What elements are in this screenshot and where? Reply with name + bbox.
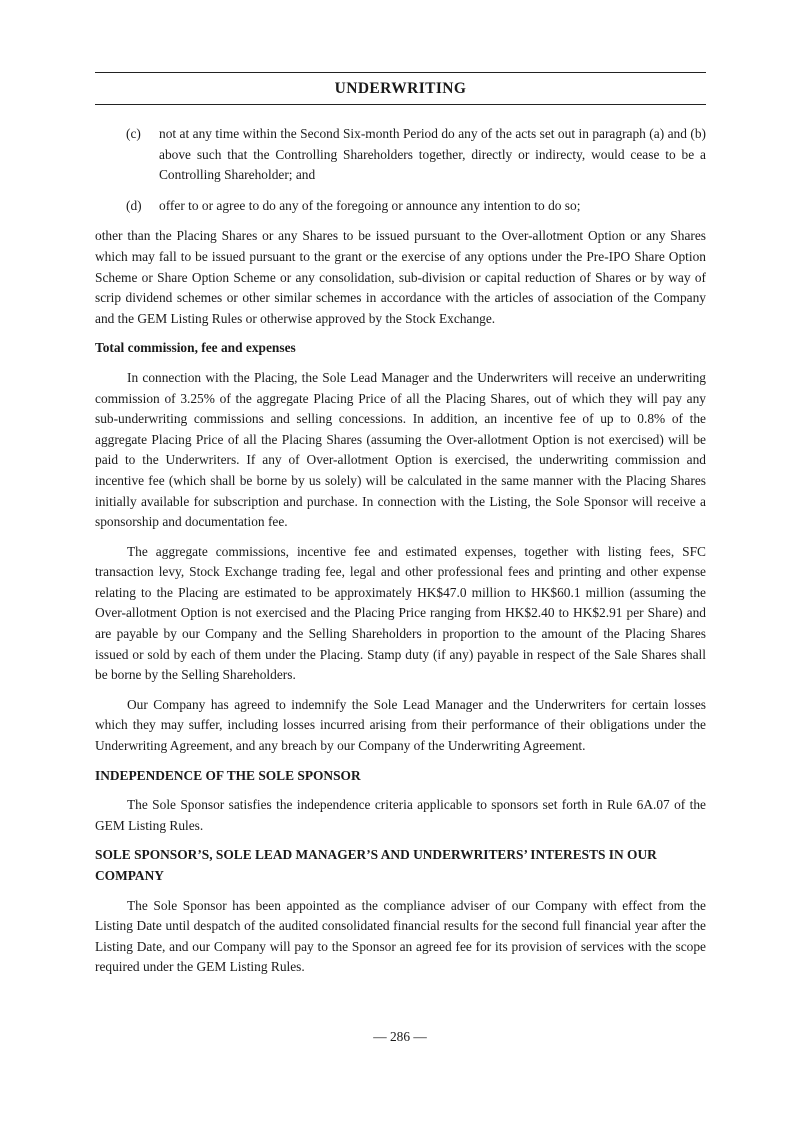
page-heading: UNDERWRITING [334, 80, 467, 97]
page-number: — 286 — [373, 1029, 427, 1044]
section-heading-interests: SOLE SPONSOR’S, SOLE LEAD MANAGER’S AND UNDERWRITERS’ INTERESTS IN OUR COMPANY [95, 847, 657, 883]
paragraph-independence: The Sole Sponsor satisfies the independence criteria applicable to sponsors set forth in Rule 6A.07 of the GEM Listing Rules. [95, 797, 706, 833]
list-item-label: (c) [126, 126, 141, 141]
section-heading-commission: Total commission, fee and expenses [95, 340, 296, 356]
section-heading-independence: INDEPENDENCE OF THE SOLE SPONSOR [95, 767, 361, 783]
paragraph-other-than: other than the Placing Shares or any Shares to be issued pursuant to the Over-allotment Option or any Shares which may fall to be issued pursuant to the grant or the exercise of any options under the Pre-IPO Share Option Scheme or Share Option Scheme or any consolidation, sub-division or capital reduction of Shares or by way of scrip dividend schemes or other similar schemes in accordance with the articles of association of the Company and the GEM Listing Rules or otherwise approved by the Stock Exchange. [95, 228, 706, 326]
list-item-d [95, 196, 706, 217]
header-top-rule [95, 72, 706, 73]
list-item-text: not at any time within the Second Six-month Period do any of the acts set out in paragraph (a) and (b) above such that the Controlling Shareholders together, directly or indirecty, would cease to be a Controlling Shareholder; and [159, 126, 706, 183]
paragraph-commission-2: The aggregate commissions, incentive fee and estimated expenses, together with listing fees, SFC transaction levy, Stock Exchange trading fee, legal and other professional fees and printing and other expense relating to the Placing are estimated to be approximately HK$47.0 million to HK$60.1 million (assuming the Over-allotment Option is not exercised and the Placing Price ranging from HK$2.40 to HK$2.91 per Share) and are payable by our Company and the Selling Shareholders in proportion to the amount of the Placing Shares issued or sold by each of them under the Placing. Stamp duty (if any) payable in respect of the Sale Shares shall be borne by the Selling Shareholders. [95, 543, 706, 683]
paragraph-commission-1: In connection with the Placing, the Sole Lead Manager and the Underwriters will receive an underwriting commission of 3.25% of the aggregate Placing Price of all the Placing Shares, out of which they will pay any sub-underwriting commissions and selling concessions. In addition, an incentive fee of up to 0.8% of the aggregate Placing Price of all the Placing Shares (assuming the Over-allotment Option is not exercised) will be paid to the Underwriters. If any of Over-allotment Option is exercised, the underwriting commission and incentive fee (which shall be borne by us solely) will be calculated in the same manner with the Placing Shares initially available for subscription and purchase. In connection with the Listing, the Sole Sponsor will receive a sponsorship and documentation fee. [95, 369, 706, 530]
paragraph-interests: The Sole Sponsor has been appointed as the compliance adviser of our Company with effect from the Listing Date until despatch of the audited consolidated financial results for the second full financial year after the Listing Date, and our Company will pay to the Sponsor an agreed fee for its provision of services with the scope required under the GEM Listing Rules. [95, 897, 706, 975]
header-bottom-rule [95, 104, 706, 105]
list-item-text: offer to or agree to do any of the foregoing or announce any intention to do so; [159, 197, 581, 213]
document-page [95, 72, 706, 978]
list-item-c [95, 124, 706, 186]
paragraph-commission-3: Our Company has agreed to indemnify the Sole Lead Manager and the Underwriters for certain losses which they may suffer, including losses incurred arising from their performance of their obligations under the Underwriting Agreement, and any breach by our Company of the Underwriting Agreement. [95, 696, 706, 754]
list-item-label: (d) [126, 197, 142, 213]
